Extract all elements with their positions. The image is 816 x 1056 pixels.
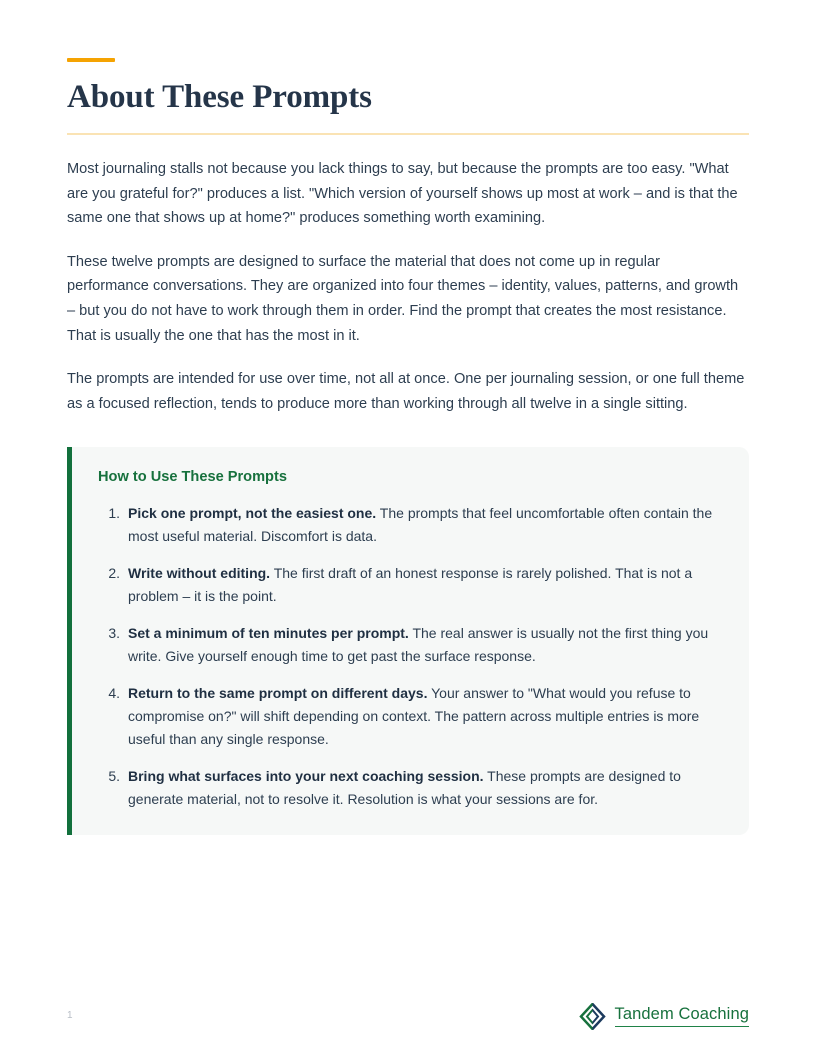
page-title: About These Prompts xyxy=(67,79,372,115)
list-item xyxy=(98,682,723,751)
brand-lockup xyxy=(579,1003,750,1030)
list-item xyxy=(98,562,723,608)
title-accent-bar xyxy=(67,58,115,62)
how-to-use-callout xyxy=(67,447,749,834)
list-item xyxy=(98,622,723,668)
list-item-lead: Pick one prompt, not the easiest one. xyxy=(128,504,377,521)
list-item-lead: Write without editing. xyxy=(128,564,271,581)
list-item-text: These prompts are designed to generate material, not to resolve it. Resolution is what your sessions are for. xyxy=(128,767,681,807)
list-item-text: The real answer is usually not the first thing you write. Give yourself enough time to get past the surface response. xyxy=(128,624,709,664)
list-item-lead: Return to the same prompt on different days. xyxy=(128,684,428,701)
intro-paragraph-3: The prompts are intended for use over time, not all at once. One per journaling session, or one full theme as a focused reflection, tends to produce more than working through all twelve in a single sitting. xyxy=(67,371,745,412)
list-item-text: The first draft of an honest response is rarely polished. That is not a problem – it is the point. xyxy=(128,564,693,604)
page-number: 1 xyxy=(67,1010,73,1021)
intro-paragraph-1: Most journaling stalls not because you lack things to say, but because the prompts are too easy. "What are you grateful for?" produces a list. "Which version of yourself shows up most at work – and is that the same one that shows up at home?" produces something worth examining. xyxy=(67,160,738,227)
intro-paragraph-2: These twelve prompts are designed to surface the material that does not come up in regular performance conversations. They are organized into four themes – identity, values, patterns, and growth – but you do not have to work through them in order. Find the prompt that creates the most resistance. That is usually the one that has the most in it. xyxy=(67,253,739,344)
list-item xyxy=(98,765,723,811)
page-content xyxy=(67,0,749,835)
list-item-text: The prompts that feel uncomfortable often contain the most useful material. Discomfort is data. xyxy=(128,504,713,544)
page-footer xyxy=(0,1003,816,1043)
callout-heading: How to Use These Prompts xyxy=(98,469,287,486)
list-item xyxy=(98,502,723,548)
diamond-logo-icon xyxy=(579,1003,606,1030)
brand-name: Tandem Coaching xyxy=(615,1006,750,1027)
list-item-text: Your answer to "What would you refuse to compromise on?" will shift depending on context. The pattern across multiple entries is more useful than any single response. xyxy=(128,684,700,747)
list-item-lead: Bring what surfaces into your next coaching session. xyxy=(128,767,484,784)
list-item-lead: Set a minimum of ten minutes per prompt. xyxy=(128,624,409,641)
how-to-use-list xyxy=(98,502,723,811)
